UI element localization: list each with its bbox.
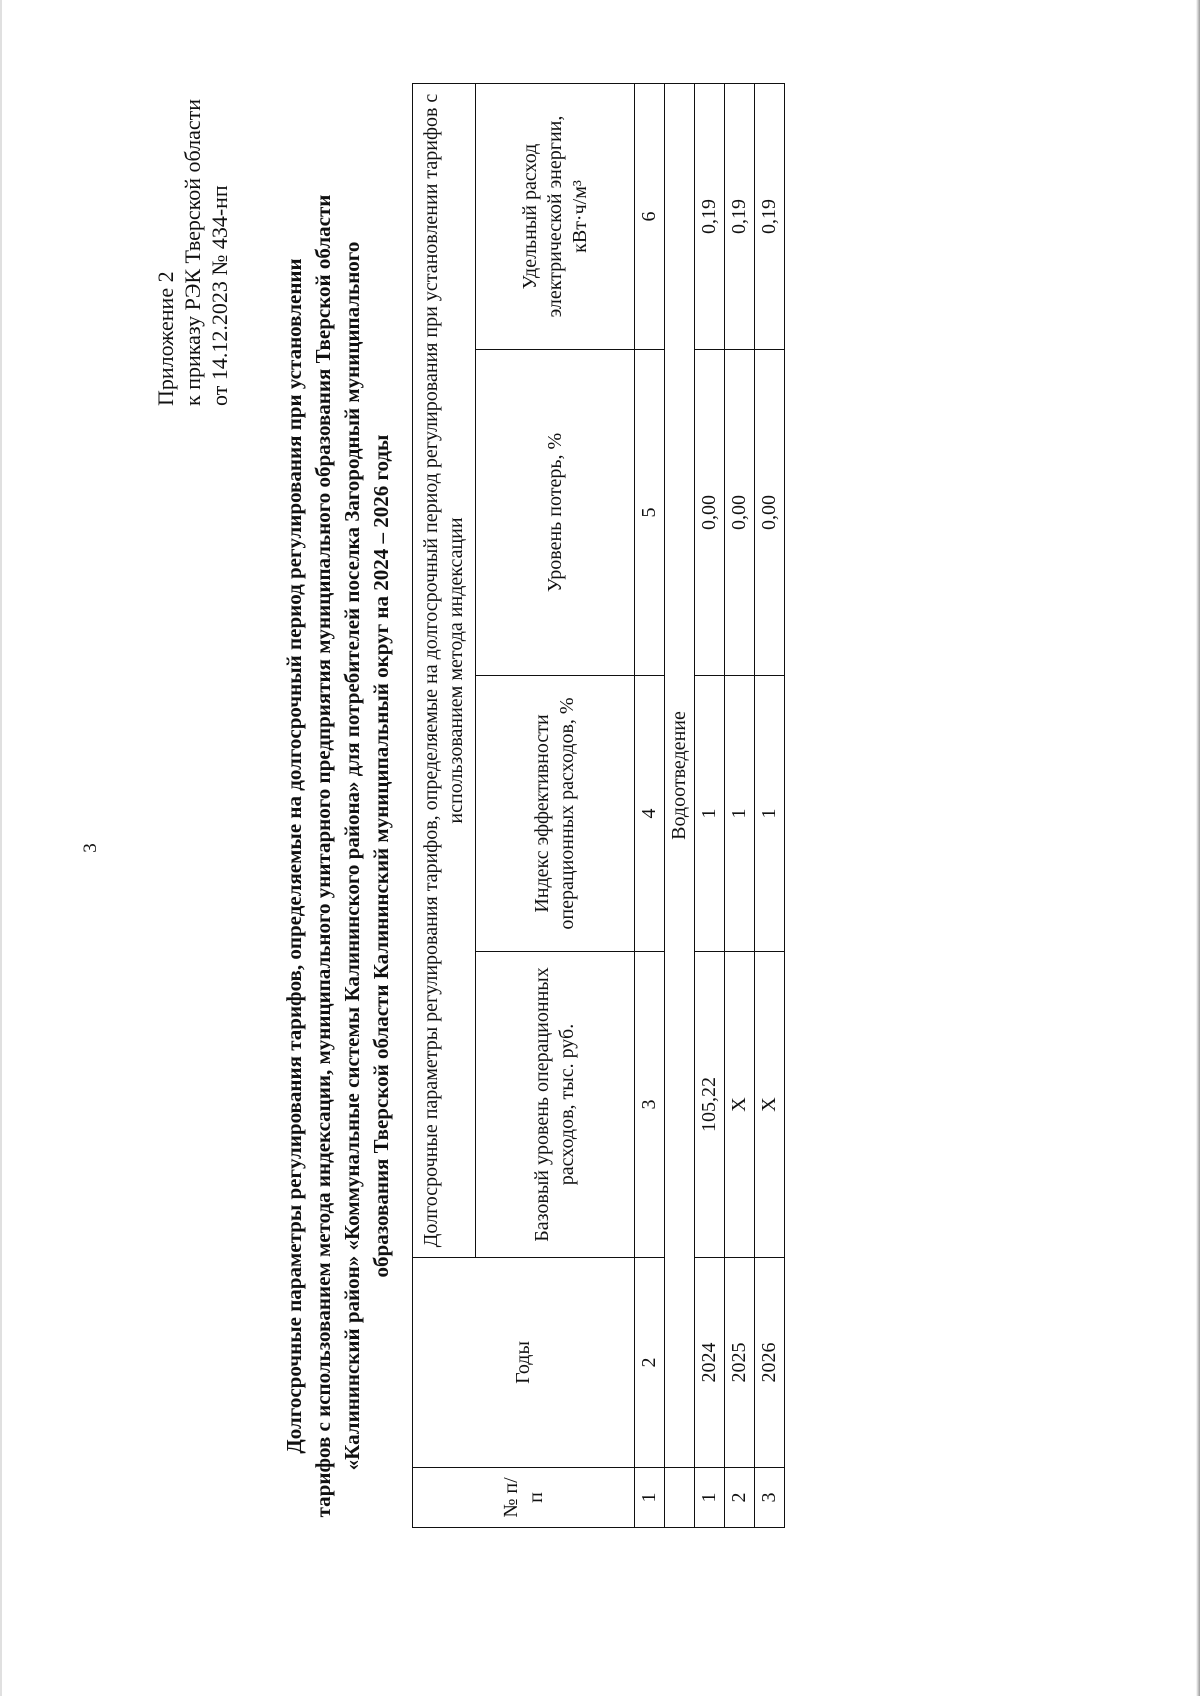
section-label: Водоотведение	[665, 83, 695, 1467]
appendix-line-3: от 14.12.2023 № 434-нп	[207, 185, 232, 406]
appendix-line-2: к приказу РЭК Тверской области	[180, 98, 205, 406]
cell-energy: 0,19	[725, 83, 755, 349]
cell-num: 3	[755, 1468, 785, 1528]
section-empty-cell	[665, 1468, 695, 1528]
cell-losses: 0,00	[755, 350, 785, 676]
header-index: Индекс эффективности операционных расходов, %	[476, 676, 635, 952]
column-number: 1	[635, 1468, 665, 1528]
cell-losses: 0,00	[725, 350, 755, 676]
section-row	[665, 83, 695, 1527]
cell-energy: 0,19	[755, 83, 785, 349]
cell-base: Х	[725, 952, 755, 1258]
cell-losses: 0,00	[695, 350, 725, 676]
title-line-1: Долгосрочные параметры регулирования тарифов, определяемые на долгосрочный период регулирования при установлении	[282, 258, 306, 1454]
title-line-4: образования Тверской области Калининский муниципальный округ на 2024 – 2026 годы	[369, 434, 393, 1278]
cell-year: 2026	[755, 1258, 785, 1468]
column-number: 6	[635, 83, 665, 349]
column-number: 4	[635, 676, 665, 952]
column-number: 5	[635, 350, 665, 676]
title-line-3: «Калининский район» «Коммунальные системы Калининского района» для потребителей поселка Загородный муниципального	[340, 241, 364, 1471]
cell-energy: 0,19	[695, 83, 725, 349]
document-title	[280, 146, 396, 1566]
header-num: № п/п	[413, 1468, 635, 1528]
header-losses: Уровень потерь, %	[476, 350, 635, 676]
header-group: Долгосрочные параметры регулирования тарифов, определяемые на долгосрочный период регулирования при установлении тарифов с использованием метода индексации	[413, 83, 476, 1257]
cell-num: 1	[695, 1468, 725, 1528]
appendix-line-1: Приложение 2	[153, 271, 178, 406]
column-number: 3	[635, 952, 665, 1258]
cell-year: 2025	[725, 1258, 755, 1468]
cell-base: 105,22	[695, 952, 725, 1258]
table-row	[755, 83, 785, 1527]
table-row	[695, 83, 725, 1527]
header-base: Базовый уровень операционных расходов, тыс. руб.	[476, 952, 635, 1258]
cell-year: 2024	[695, 1258, 725, 1468]
header-years: Годы	[413, 1258, 635, 1468]
header-row-1	[413, 83, 476, 1527]
page-number: 3	[80, 843, 101, 853]
header-energy: Удельный расход электрической энергии, кВт·ч/м³	[476, 83, 635, 349]
column-number: 2	[635, 1258, 665, 1468]
cell-index: 1	[695, 676, 725, 952]
cell-base: Х	[755, 952, 785, 1258]
cell-index: 1	[725, 676, 755, 952]
table-row	[725, 83, 755, 1527]
column-numbers-row	[635, 83, 665, 1527]
appendix-block	[152, 76, 233, 406]
title-line-2: тарифов с использованием метода индексации, муниципального унитарного предприятия муниципального образования Тверской области	[311, 194, 335, 1518]
cell-num: 2	[725, 1468, 755, 1528]
cell-index: 1	[755, 676, 785, 952]
parameters-table	[412, 83, 785, 1528]
